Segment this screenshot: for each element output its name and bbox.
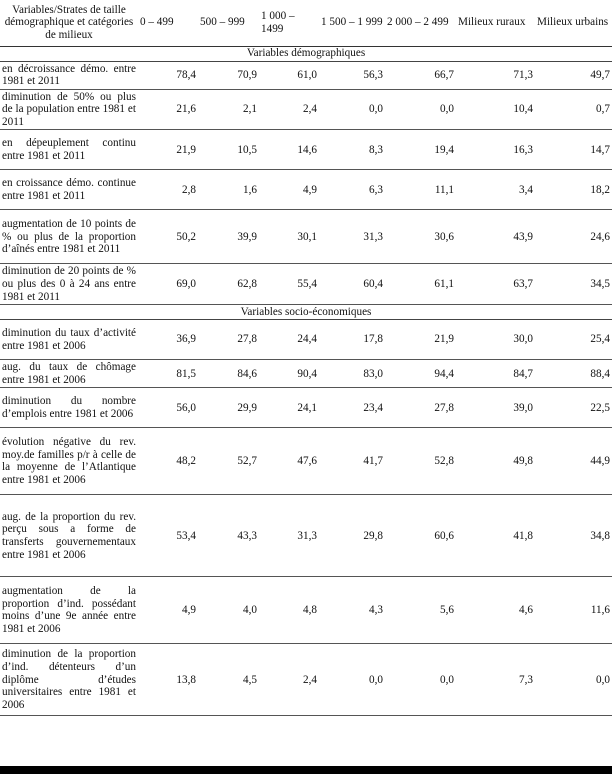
table-row [0, 360, 612, 388]
value-cell: 84,7 [456, 360, 535, 388]
value-cell: 43,3 [198, 495, 259, 577]
value-cell: 27,8 [198, 320, 259, 360]
table-row [0, 644, 612, 716]
value-cell: 11,6 [535, 577, 612, 644]
value-cell: 7,3 [456, 644, 535, 716]
table-row [0, 264, 612, 305]
value-cell: 70,9 [198, 61, 259, 89]
value-cell: 4,0 [198, 577, 259, 644]
value-cell: 4,6 [456, 577, 535, 644]
value-cell: 13,8 [138, 644, 198, 716]
table-body [0, 46, 612, 716]
value-cell: 31,3 [259, 495, 319, 577]
table-header [0, 0, 612, 46]
value-cell: 31,3 [319, 210, 385, 264]
value-cell: 4,5 [198, 644, 259, 716]
table-row [0, 320, 612, 360]
value-cell: 21,9 [138, 130, 198, 170]
header-col-rural: Milieux ruraux [458, 16, 526, 29]
value-cell: 30,1 [259, 210, 319, 264]
value-cell: 34,8 [535, 495, 612, 577]
value-cell: 22,5 [535, 388, 612, 428]
value-cell: 21,9 [385, 320, 456, 360]
value-cell: 49,7 [535, 61, 612, 89]
header-strata: Variables/Strates de taille démographique et catégories de milieux [4, 3, 134, 42]
value-cell: 19,4 [385, 130, 456, 170]
value-cell: 52,8 [385, 428, 456, 495]
value-cell: 60,4 [319, 264, 385, 305]
value-cell: 56,0 [138, 388, 198, 428]
value-cell: 94,4 [385, 360, 456, 388]
section-header-row [0, 46, 612, 61]
value-cell: 29,9 [198, 388, 259, 428]
value-cell: 16,3 [456, 130, 535, 170]
value-cell: 41,8 [456, 495, 535, 577]
value-cell: 4,3 [319, 577, 385, 644]
row-label: aug. du taux de chômage entre 1981 et 2006 [0, 360, 138, 388]
value-cell: 0,0 [385, 644, 456, 716]
row-label: aug. de la proportion du rev. perçu sous a forme de transferts gouvernementaux entre 1981 et 2006 [0, 495, 138, 577]
value-cell: 81,5 [138, 360, 198, 388]
value-cell: 61,0 [259, 61, 319, 89]
value-cell: 62,8 [198, 264, 259, 305]
value-cell: 90,4 [259, 360, 319, 388]
value-cell: 55,4 [259, 264, 319, 305]
bottom-border [0, 766, 612, 774]
value-cell: 52,7 [198, 428, 259, 495]
value-cell: 2,4 [259, 644, 319, 716]
value-cell: 71,3 [456, 61, 535, 89]
row-label: diminution du taux d’activité entre 1981 et 2006 [0, 320, 138, 360]
value-cell: 66,7 [385, 61, 456, 89]
table-row [0, 210, 612, 264]
value-cell: 0,0 [319, 644, 385, 716]
value-cell: 30,6 [385, 210, 456, 264]
value-cell: 1,6 [198, 170, 259, 210]
value-cell: 43,9 [456, 210, 535, 264]
value-cell: 11,1 [385, 170, 456, 210]
value-cell: 36,9 [138, 320, 198, 360]
value-cell: 14,7 [535, 130, 612, 170]
header-col-500-999: 500 – 999 [200, 16, 245, 29]
table-row [0, 428, 612, 495]
value-cell: 10,4 [456, 89, 535, 130]
value-cell: 10,5 [198, 130, 259, 170]
value-cell: 18,2 [535, 170, 612, 210]
value-cell: 24,4 [259, 320, 319, 360]
value-cell: 50,2 [138, 210, 198, 264]
value-cell: 4,9 [138, 577, 198, 644]
row-label: en croissance démo. continue entre 1981 et 2011 [0, 170, 138, 210]
value-cell: 0,0 [319, 89, 385, 130]
header-col-urban: Milieux urbains [537, 16, 609, 29]
header-col-0-499: 0 – 499 [140, 16, 174, 29]
row-label: diminution de 50% ou plus de la population entre 1981 et 2011 [0, 89, 138, 130]
header-col-1000-1499: 1 000 – 1499 [261, 10, 295, 35]
table-row [0, 388, 612, 428]
section-title: Variables socio-économiques [0, 305, 612, 320]
value-cell: 4,9 [259, 170, 319, 210]
row-label: en dépeuplement continu entre 1981 et 2011 [0, 130, 138, 170]
value-cell: 0,0 [385, 89, 456, 130]
value-cell: 53,4 [138, 495, 198, 577]
value-cell: 4,8 [259, 577, 319, 644]
value-cell: 63,7 [456, 264, 535, 305]
value-cell: 3,4 [456, 170, 535, 210]
value-cell: 56,3 [319, 61, 385, 89]
section-title: Variables démographiques [0, 46, 612, 61]
row-label: augmentation de la proportion d’ind. possédant moins d’une 9e année entre 1981 et 2006 [0, 577, 138, 644]
value-cell: 27,8 [385, 388, 456, 428]
value-cell: 2,1 [198, 89, 259, 130]
value-cell: 0,7 [535, 89, 612, 130]
value-cell: 41,7 [319, 428, 385, 495]
table-row [0, 61, 612, 89]
row-label: évolution négative du rev. moy.de familles p/r à celle de la moyenne de l’Atlantique entre 1981 et 2006 [0, 428, 138, 495]
value-cell: 24,1 [259, 388, 319, 428]
value-cell: 88,4 [535, 360, 612, 388]
header-col-1500-1999: 1 500 – 1 999 [321, 16, 383, 29]
value-cell: 78,4 [138, 61, 198, 89]
value-cell: 21,6 [138, 89, 198, 130]
row-label: en décroissance démo. entre 1981 et 2011 [0, 61, 138, 89]
value-cell: 84,6 [198, 360, 259, 388]
value-cell: 24,6 [535, 210, 612, 264]
value-cell: 61,1 [385, 264, 456, 305]
table-row [0, 495, 612, 577]
value-cell: 17,8 [319, 320, 385, 360]
value-cell: 34,5 [535, 264, 612, 305]
value-cell: 48,2 [138, 428, 198, 495]
value-cell: 69,0 [138, 264, 198, 305]
header-col-2000-2499: 2 000 – 2 499 [387, 16, 449, 29]
row-label: diminution de la proportion d’ind. détenteurs d’un diplôme d’études universitaires entre 1981 et 2006 [0, 644, 138, 716]
table-row [0, 130, 612, 170]
value-cell: 2,8 [138, 170, 198, 210]
value-cell: 5,6 [385, 577, 456, 644]
header-row [0, 0, 612, 46]
table-row [0, 577, 612, 644]
value-cell: 25,4 [535, 320, 612, 360]
value-cell: 60,6 [385, 495, 456, 577]
value-cell: 83,0 [319, 360, 385, 388]
value-cell: 2,4 [259, 89, 319, 130]
value-cell: 44,9 [535, 428, 612, 495]
table-row [0, 170, 612, 210]
section-header-row [0, 305, 612, 320]
value-cell: 49,8 [456, 428, 535, 495]
value-cell: 29,8 [319, 495, 385, 577]
row-label: diminution de 20 points de % ou plus des 0 à 24 ans entre 1981 et 2011 [0, 264, 138, 305]
value-cell: 47,6 [259, 428, 319, 495]
value-cell: 30,0 [456, 320, 535, 360]
row-label: diminution du nombre d’emplois entre 1981 et 2006 [0, 388, 138, 428]
value-cell: 39,9 [198, 210, 259, 264]
value-cell: 6,3 [319, 170, 385, 210]
table-row [0, 89, 612, 130]
value-cell: 14,6 [259, 130, 319, 170]
value-cell: 39,0 [456, 388, 535, 428]
value-cell: 23,4 [319, 388, 385, 428]
value-cell: 0,0 [535, 644, 612, 716]
value-cell: 8,3 [319, 130, 385, 170]
row-label: augmentation de 10 points de % ou plus de la proportion d’aînés entre 1981 et 2011 [0, 210, 138, 264]
